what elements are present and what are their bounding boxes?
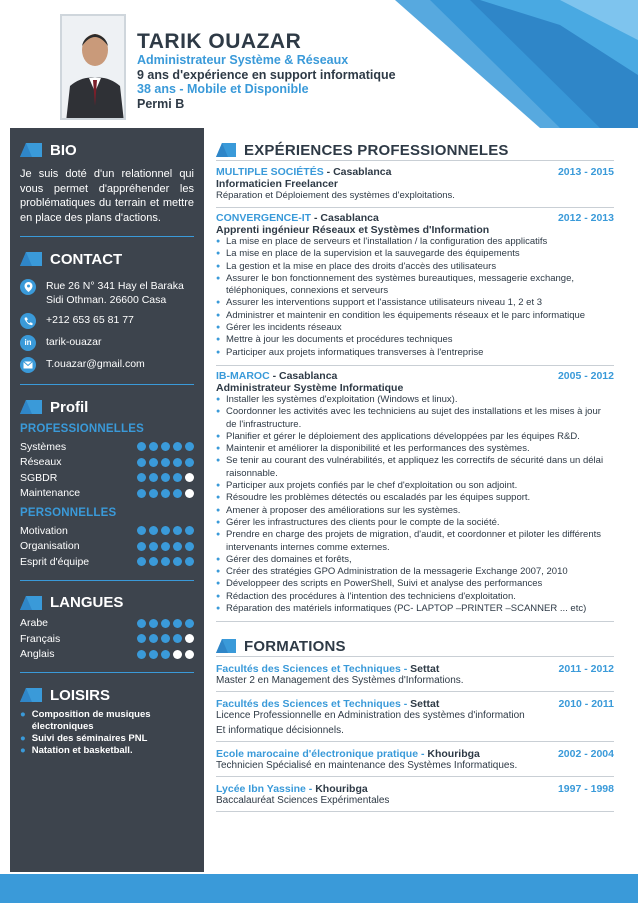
skill-row [20,539,194,555]
header [0,0,638,128]
skill-row [20,439,194,455]
languages-heading [20,593,194,613]
rating-dot [185,542,194,551]
job-task: ● Résoudre les problèmes détectés ou escaladés par les équipes support. [216,492,614,504]
education-item [216,777,614,812]
experience-title: EXPÉRIENCES PROFESSIONNELES [244,141,509,159]
contact-email-text[interactable]: T.ouazar@gmail.com [46,358,145,370]
job-role: Informaticien Freelancer [216,178,338,190]
mail-icon [20,357,36,373]
section-flag-icon [216,143,236,157]
education-header [216,783,614,795]
person-icon [62,16,126,120]
rating-dot [149,542,158,551]
skill-rating [137,458,194,467]
skill-row [20,647,194,663]
experience-heading [216,140,614,160]
skill-rating [137,557,194,566]
job-description: Réparation et Déploiement des systèmes d'exploitations. [216,190,455,201]
skill-rating [137,542,194,551]
phone-icon [20,313,36,329]
skill-row [20,470,194,486]
job-task: ● Gérer des domaines et forêts, [216,554,614,566]
bio-text: Je suis doté d'un relationnel qui vous permet d'appréhender les problématiques du terrain et mettre en place des plans d'actions. [20,168,194,224]
job-dates: 2012 - 2013 [557,212,614,224]
education-header [216,663,614,675]
contact-email [20,357,194,373]
job-dates: 2005 - 2012 [557,369,614,382]
job-task: ● La mise en place de serveurs et l'installation / la configuration des applicatifs [216,236,614,248]
bio-title: BIO [50,141,77,159]
contact-phone [20,313,194,329]
education-detail: Licence Professionnelle en Administration des systèmes d'information [216,710,525,722]
rating-dot [185,489,194,498]
footer-band [0,874,638,903]
hobbies-heading [20,685,194,705]
job-task: ● Administrer et maintenir en condition les équipements réseaux et le parc informatique [216,310,614,322]
skill-row [20,455,194,471]
skill-label: Anglais [20,648,55,661]
education-school: Lycée Ibn Yassine - [216,783,316,796]
rating-dot [161,442,170,451]
rating-dot [149,458,158,467]
education-detail: Et informatique décisionnels. [216,725,344,737]
skill-rating [137,526,194,535]
rating-dot [137,458,146,467]
job-company: MULTIPLE SOCIÉTÉS [216,166,324,178]
contact-address [20,279,194,307]
section-flag-icon [20,688,42,702]
rating-dot [161,619,170,628]
contact-phone-text[interactable]: +212 653 65 81 77 [46,314,134,326]
job-task: ● La gestion et la mise en place des droits d'accès des utilisateurs [216,261,614,273]
skill-label: Systèmes [20,440,67,453]
education-item [216,657,614,692]
skill-row [20,631,194,647]
job-task: ● Participer aux projets confiés par le chef d'exploitation ou son adjoint. [216,480,614,492]
job-task: ● Gérer les incidents réseaux [216,322,614,334]
job-task: ● Installer les systèmes d'exploitation (Windows et linux). [216,394,614,406]
job-task: ● Assurer le bon fonctionnement des systèmes bureautiques, messagerie exchange, téléphoniques, connexions et serveurs [216,273,614,298]
rating-dot [173,489,182,498]
skill-rating [137,650,194,659]
section-flag-icon [20,596,42,610]
education-school: Facultés des Sciences et Techniques - [216,663,411,676]
rating-dot [173,526,182,535]
job-role: Apprenti ingénieur Réseaux et Systèmes d'Information [216,224,490,236]
rating-dot [137,650,146,659]
contact-address-text: Rue 26 N° 341 Hay el Baraka Sidi Othman. 26600 Casa [46,280,184,306]
rating-dot [149,526,158,535]
education-list [216,657,614,812]
job-task: ● Réparation des matériels informatiques (PC- LAPTOP –PRINTER –SCANNER ... etc) [216,603,614,615]
skill-rating [137,442,194,451]
contact-title: CONTACT [50,250,123,268]
rating-dot [149,634,158,643]
profile-photo [60,14,126,120]
rating-dot [137,634,146,643]
job-task-list [216,394,614,615]
rating-dot [149,557,158,566]
job-task: ● Prendre en charge des projets de migration, d'audit, et coordonner et piloter les différents intervenants internes comme externes. [216,529,614,554]
job-task: ● Coordonner les activités avec les techniciens au sujet des installations et les mises à jour de l'infrastructure. [216,406,614,431]
contact-heading [20,249,194,269]
skill-row [20,616,194,632]
rating-dot [173,473,182,482]
education-dates: 1997 - 1998 [557,783,614,796]
rating-dot [173,634,182,643]
job-company: IB-MAROC [216,369,270,382]
rating-dot [161,650,170,659]
experience-summary: 9 ans d'expérience en support informatique [137,68,396,82]
job-task: ● La mise en place de la supervision et la sauvegarde des équipements [216,248,614,260]
professional-skills-title: PROFESSIONNELLES [20,423,144,435]
age-availability: 38 ans - Mobile et Disponible [137,82,309,96]
job-task: ● Rédaction des procédures à l'intention des techniciens d'exploitation. [216,591,614,603]
skill-row [20,486,194,502]
job-task: ● Assurer les interventions support et l'assistance utilisateurs niveau 1, 2 et 3 [216,297,614,309]
section-flag-icon [20,143,42,157]
rating-dot [185,458,194,467]
skill-label: Esprit d'équipe [20,555,90,568]
job-city: - Casablanca [269,369,338,382]
education-dates: 2011 - 2012 [558,663,614,676]
driving-permit: Permi B [137,97,185,111]
job-task: ● Participer aux projets informatiques transverses à l'entreprise [216,347,614,359]
profile-title: Profil [50,398,89,416]
rating-dot [173,619,182,628]
education-detail: Technicien Spécialisé en maintenance des Systèmes Informatiques. [216,760,518,772]
education-city: Settat [410,663,440,676]
skill-label: Français [20,632,61,645]
linkedin-icon: in [20,335,36,351]
education-city: Khouribga [427,748,480,761]
education-detail: Master 2 en Management des Systèmes d'Informations. [216,675,464,687]
job-task-list [216,236,614,359]
hobbies-title: LOISIRS [50,686,111,704]
rating-dot [137,542,146,551]
education-city: Settat [410,698,440,711]
main-content [216,128,614,812]
rating-dot [149,473,158,482]
candidate-name: TARIK OUAZAR [137,30,302,53]
rating-dot [185,442,194,451]
skill-label: Motivation [20,524,68,537]
location-icon [20,279,36,295]
rating-dot [149,442,158,451]
rating-dot [161,473,170,482]
section-flag-icon [20,252,42,266]
job-task: ● Amener à proposer des améliorations sur les systèmes. [216,505,614,517]
languages-list [20,616,194,663]
rating-dot [161,526,170,535]
rating-dot [185,634,194,643]
job-task: ● Maintenir et améliorer la disponibilité et les performances des systèmes. [216,443,614,455]
rating-dot [173,542,182,551]
rating-dot [173,442,182,451]
section-flag-icon [216,639,236,653]
rating-dot [137,557,146,566]
skill-rating [137,489,194,498]
skill-row [20,554,194,570]
job-role: Administrateur Système Informatique [216,381,404,394]
languages-title: LANGUES [50,594,124,611]
job-task: ● Développeer des scripts en PowerShell, Suivi et analyse des performances [216,578,614,590]
skill-label: SGBDR [20,471,58,484]
job-subtitle: Administrateur Système & Réseaux [137,53,349,67]
skill-rating [137,619,194,628]
skill-row [20,523,194,539]
job-task: ● Se tenir au courant des vulnérabilités, et appliquez les correctifs de sécurité dans un délai raisonnable. [216,455,614,480]
rating-dot [185,473,194,482]
rating-dot [161,458,170,467]
hobby-item: ● Natation et basketball. [20,745,133,756]
job-header [216,212,614,224]
rating-dot [149,489,158,498]
rating-dot [173,458,182,467]
personal-skills-title: PERSONNELLES [20,507,117,519]
rating-dot [173,557,182,566]
section-flag-icon [20,400,42,414]
rating-dot [149,650,158,659]
rating-dot [137,489,146,498]
education-item [216,742,614,777]
job-dates: 2013 - 2015 [557,166,614,178]
skill-rating [137,634,194,643]
profile-heading [20,397,194,417]
job-task: ● Gérer les infrastructures des clients pour le compte de la société. [216,517,614,529]
job-header [216,370,614,382]
rating-dot [161,557,170,566]
bio-heading [20,140,194,160]
rating-dot [149,619,158,628]
education-detail: Baccalauréat Sciences Expérimentales [216,795,390,807]
job-task: ● Mettre à jour les documents et procédures techniques [216,334,614,346]
job-task: ● Créer des stratégies GPO Administration de la messagerie Exchange 2007, 2010 [216,566,614,578]
skill-rating [137,473,194,482]
job-city: - Casablanca [323,166,392,178]
hobby-item: ● Suivi des séminaires PNL [20,733,148,744]
rating-dot [185,557,194,566]
education-dates: 2002 - 2004 [557,748,614,761]
education-dates: 2010 - 2011 [558,698,614,711]
rating-dot [161,634,170,643]
rating-dot [137,473,146,482]
contact-linkedin [20,335,194,351]
education-school: Facultés des Sciences et Techniques - [216,698,411,711]
job-company: CONVERGENCE-IT [216,212,312,224]
education-title: FORMATIONS [244,637,346,655]
professional-skills-list [20,439,194,501]
rating-dot [137,619,146,628]
rating-dot [161,489,170,498]
job-header [216,166,614,178]
rating-dot [185,650,194,659]
education-city: Khouribga [315,783,368,796]
contact-linkedin-text[interactable]: tarik-ouazar [46,336,102,348]
skill-label: Arabe [20,617,49,630]
personal-skills-list [20,523,194,570]
skill-label: Réseaux [20,456,62,469]
job-city: - Casablanca [311,212,379,224]
rating-dot [185,526,194,535]
rating-dot [137,442,146,451]
education-heading [216,636,614,656]
rating-dot [173,650,182,659]
education-header [216,748,614,760]
hobby-item: ● Composition de musiques électroniques [20,709,151,732]
job-task: ● Planifier et gérer le déploiement des applications développées par les équipes R&D. [216,431,614,443]
education-header [216,698,614,710]
education-item [216,692,614,742]
rating-dot [137,526,146,535]
skill-label: Maintenance [20,487,81,500]
sidebar [10,128,204,872]
rating-dot [161,542,170,551]
skill-label: Organisation [20,540,80,553]
rating-dot [185,619,194,628]
education-school: Ecole marocaine d'électronique pratique - [216,748,428,761]
